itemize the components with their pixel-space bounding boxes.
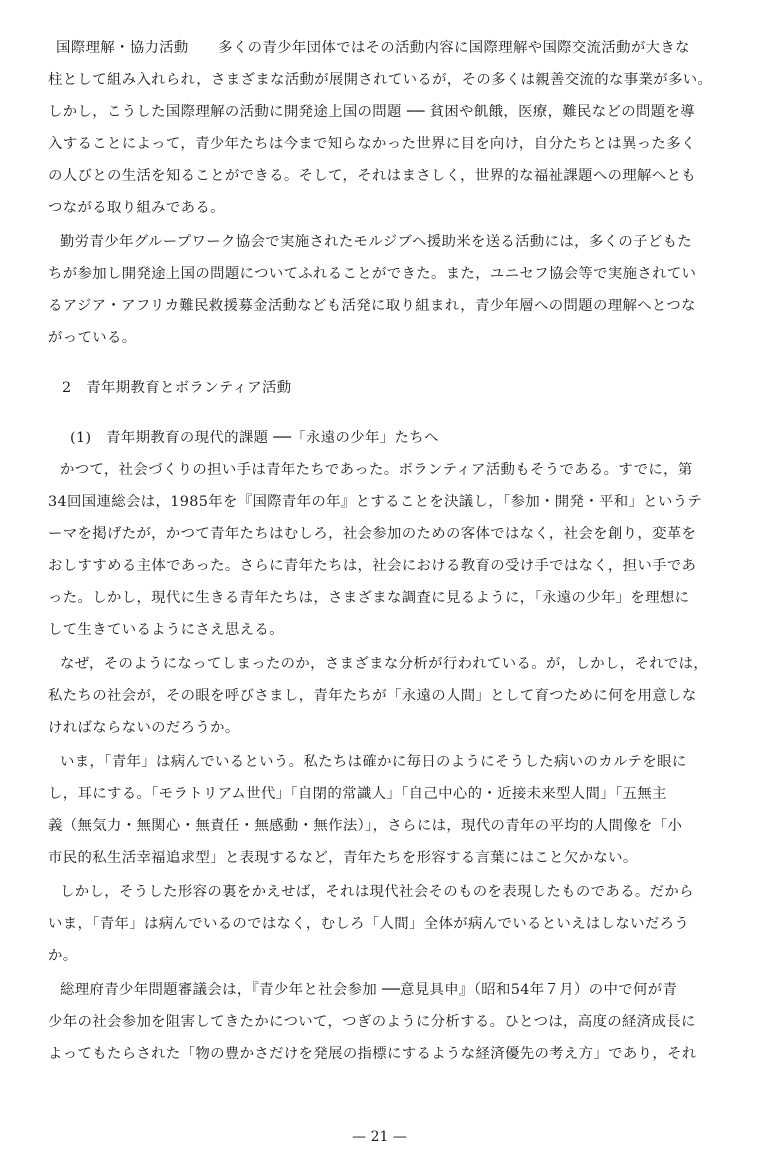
text-line: 国際理解・協力活動 多くの青少年団体ではその活動内容に国際理解や国際交流活動が大きな (56, 40, 690, 56)
text-line: 義（無気力・無関心・無責任・無感動・無作法）」，さらには，現代の青年の平均的人間像を「小 (48, 818, 683, 834)
text-line: 市民的私生活幸福追求型」と表現するなど，青年たちを形容する言葉にはこと欠かない。 (48, 850, 638, 866)
text-line: し，耳にする。「モラトリアム世代」「自閉的常識人」「自己中心的・近接未来型人間」「五無主 (48, 786, 667, 802)
text-line: かつて，社会づくりの担い手は青年たちであった。ボランティア活動もそうである。すでに，第 (60, 462, 693, 478)
text-line: がっている。 (48, 330, 137, 346)
text-line: いま，「青年」は病んでいるのではなく，むしろ「人間」全体が病んでいるといえはしないだろう (48, 916, 690, 932)
text-line: しかし，そうした形容の裏をかえせば，それは現代社会そのものを表現したものである。だから (60, 884, 694, 900)
text-line: (1) 青年期教育の現代的課題 ──「永遠の少年」たちへ (70, 430, 439, 446)
text-line: ちが参加し開発途上国の問題についてふれることができた。また，ユニセフ協会等で実施されてい (48, 266, 697, 282)
text-line: いま，「青年」は病んでいるという。私たちは確かに毎日のようにそうした病いのカルテを眼に (60, 754, 687, 770)
text-line: なぜ，そのようになってしまったのか，さまざまな分析が行われている。が，しかし，それでは， (60, 656, 709, 672)
page-number: — 21 — (352, 1129, 407, 1145)
text-line: おしすすめる主体であった。さらに青年たちは，社会における教育の受け手ではなく，担い手であ (48, 558, 697, 574)
text-line: よってもたらされた「物の豊かさだけを発展の指標にするような経済優先の考え方」であり，それ (48, 1046, 697, 1062)
text-line: の人びとの生活を知ることができる。そして，それはまさしく，世界的な福祉課題への理解へとも (48, 168, 697, 184)
text-line: ければならないのだろうか。 (48, 720, 240, 736)
text-line: 柱として組み入れられ，さまざまな活動が展開されているが，その多くは親善交流的な事業が多い。 (48, 72, 713, 88)
text-line: か。 (48, 948, 78, 964)
text-line: 私たちの社会が，その眼を呼びさまし，青年たちが「永遠の人間」として育つために何を用意しな (48, 688, 697, 704)
text-line: 2 青年期教育とボランティア活動 (62, 380, 292, 396)
text-line: るアジア・アフリカ難民救援募金活動なども活発に取り組まれ，青少年層への問題の理解へとつな (48, 298, 696, 314)
text-line: 勤労青少年グループワーク協会で実施されたモルジブへ援助米を送る活動には，多くの子どもた (60, 234, 693, 250)
text-line: 少年の社会参加を阻害してきたかについて，つぎのように分析する。ひとつは，高度の経済成長に (48, 1014, 696, 1030)
text-line: 総理府青少年問題審議会は，『青少年と社会参加 ──意見具申』（昭和54年７月）の中で何が青 (60, 982, 678, 998)
text-line: ーマを掲げたが，かつて青年たちはむしろ，社会参加のための客体ではなく，社会を創り，変革を (48, 526, 697, 542)
text-line: 入することによって，青少年たちは今まで知らなかった世界に目を向け，自分たちとは異った多く (48, 136, 696, 152)
text-line: して生きているようにさえ思える。 (48, 622, 284, 638)
text-line: った。しかし，現代に生きる青年たちは，さまざまな調査に見るように，「永遠の少年」を理想に (48, 590, 690, 606)
text-line: 34回国連総会は，1985年を『国際青年の年』とすることを決議し，「参加・開発・平和」というテ (48, 494, 703, 510)
text-line: しかし，こうした国際理解の活動に開発途上国の問題 ── 貧困や飢餓，医療，難民などの問題を導 (48, 104, 695, 120)
text-line: つながる取り組みである。 (48, 200, 225, 216)
